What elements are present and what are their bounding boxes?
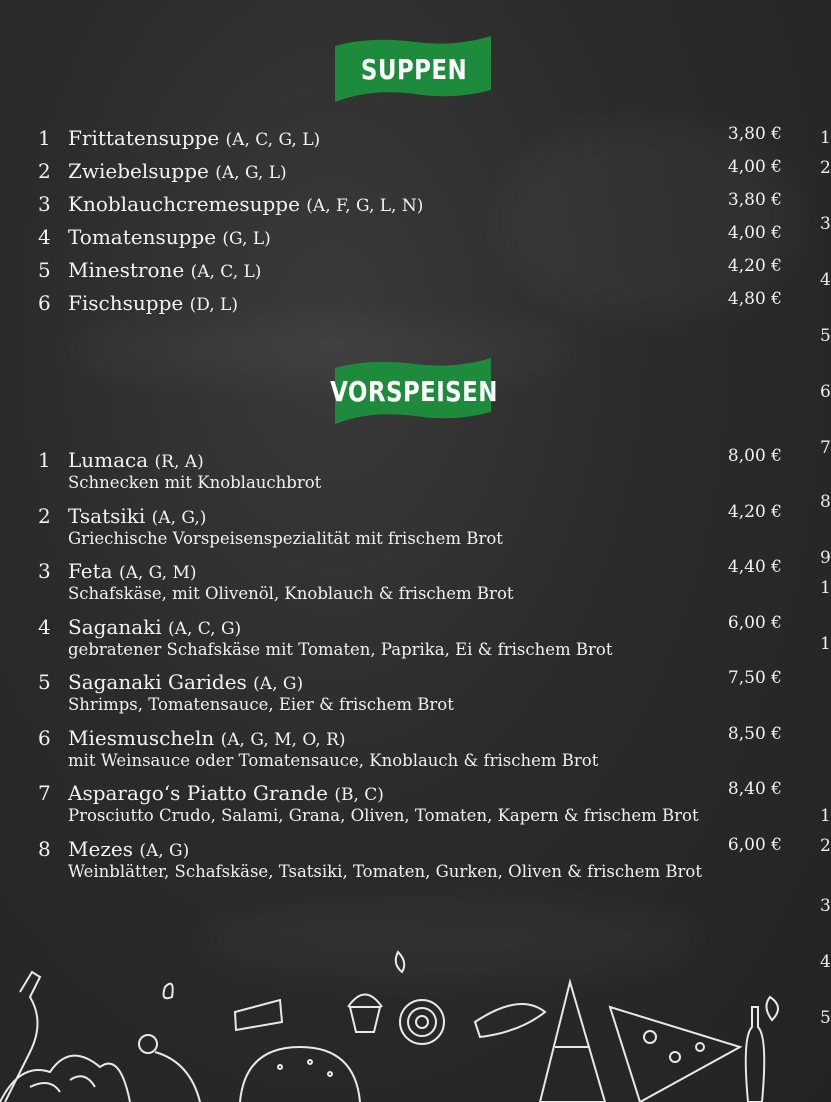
item-price: 6,00 € xyxy=(727,612,782,633)
item-number: 3 xyxy=(38,192,51,216)
item-price: 4,00 € xyxy=(727,157,782,177)
burger-icon xyxy=(240,1047,360,1102)
item-name: Saganaki xyxy=(68,614,162,639)
item-name-line xyxy=(68,615,241,639)
item-price: 3,80 € xyxy=(727,124,782,144)
item-description: Weinblätter, Schafskäse, Tsatsiki, Tomaten, Gurken, Oliven & frischem Brot xyxy=(68,861,702,881)
item-name-line xyxy=(68,258,261,282)
wine-bottle-icon xyxy=(5,972,40,1102)
item-number: 1 xyxy=(38,126,51,150)
item-allergens: (A, G,) xyxy=(151,507,207,528)
next-column-number: 1 xyxy=(820,128,831,148)
item-price: 7,50 € xyxy=(727,668,782,688)
item-price: 8,00 € xyxy=(727,446,782,466)
salad-leaves-icon xyxy=(0,1056,130,1102)
item-allergens: (A, G, M, O, R) xyxy=(220,729,346,750)
item-number: 4 xyxy=(38,225,51,249)
cupcake-icon xyxy=(348,995,382,1033)
item-number: 6 xyxy=(38,291,51,315)
item-allergens: (A, G) xyxy=(253,674,304,694)
item-price: 4,20 € xyxy=(727,501,782,522)
item-number: 8 xyxy=(38,836,51,861)
item-name-line xyxy=(68,559,197,583)
item-description: Schnecken mit Knoblauchbrot xyxy=(68,473,322,492)
item-price: 3,80 € xyxy=(727,190,782,210)
item-name: Saganaki Garides xyxy=(68,670,247,694)
pizza-slice-icon xyxy=(610,1007,740,1102)
next-column-number: 4 xyxy=(820,270,831,290)
soups-list xyxy=(38,126,782,326)
item-name: Tsatsiki xyxy=(68,503,146,528)
item-price: 8,40 € xyxy=(727,779,782,799)
item-name-line xyxy=(68,670,303,694)
item-description: gebratener Schafskäse mit Tomaten, Paprika, Ei & frischem Brot xyxy=(68,639,613,659)
item-name: Knoblauchcremesuppe xyxy=(68,192,300,216)
next-column-number: 3 xyxy=(820,214,831,234)
next-column-number: 3 xyxy=(820,896,831,916)
item-number: 3 xyxy=(38,559,51,583)
item-name: Asparago‘s Piatto Grande xyxy=(68,781,328,805)
starters-banner xyxy=(331,356,497,426)
chicken-leg-icon xyxy=(139,1035,200,1102)
item-name: Lumaca xyxy=(68,448,149,472)
next-column-number: 5 xyxy=(820,326,831,346)
item-number: 2 xyxy=(38,159,51,183)
next-column-number: 9 xyxy=(820,548,831,568)
item-number: 2 xyxy=(38,503,51,528)
item-number: 4 xyxy=(38,614,51,639)
soups-banner xyxy=(331,34,497,104)
item-allergens: (A, C, L) xyxy=(190,262,262,282)
item-price: 4,80 € xyxy=(727,289,782,309)
next-column-number: 1 xyxy=(820,578,831,598)
next-column-number: 4 xyxy=(820,952,831,972)
next-column-number: 1 xyxy=(820,634,831,654)
item-description: mit Weinsauce oder Tomatensauce, Knoblauch & frischem Brot xyxy=(68,750,599,770)
onion-icon xyxy=(400,1000,444,1044)
next-column-number: 7 xyxy=(820,438,831,458)
item-name-line xyxy=(68,781,384,805)
herb-leaf-icon xyxy=(164,952,779,1020)
item-number: 5 xyxy=(38,670,51,694)
item-allergens: (A, G) xyxy=(139,840,190,861)
sandwich-icon xyxy=(540,982,605,1102)
item-allergens: (A, G, M) xyxy=(118,563,197,583)
item-name-line xyxy=(68,159,287,183)
next-column-number: 8 xyxy=(820,492,831,512)
item-number: 1 xyxy=(38,448,51,472)
starters-title: VORSPEISEN xyxy=(330,374,498,408)
item-price: 6,00 € xyxy=(727,834,782,855)
item-number: 6 xyxy=(38,725,51,750)
item-number: 7 xyxy=(38,781,51,805)
item-name: Minestrone xyxy=(68,258,185,282)
starters-list xyxy=(38,448,782,898)
item-allergens: (D, L) xyxy=(189,295,238,315)
next-column-number: 2 xyxy=(820,158,831,178)
item-name-line xyxy=(68,126,320,150)
item-name-line xyxy=(68,726,346,750)
item-price: 4,20 € xyxy=(727,256,782,276)
item-name-line xyxy=(68,291,238,315)
item-name: Frittatensuppe xyxy=(68,126,220,150)
next-column-number: 1 xyxy=(820,806,831,826)
item-description: Griechische Vorspeisenspezialität mit frischem Brot xyxy=(68,528,503,548)
item-allergens: (R, A) xyxy=(154,452,204,472)
item-description: Shrimps, Tomatensauce, Eier & frischem Brot xyxy=(68,695,454,714)
item-allergens: (A, C, G, L) xyxy=(225,130,321,150)
item-price: 4,00 € xyxy=(727,223,782,243)
item-name-line xyxy=(68,192,423,216)
next-column-number: 2 xyxy=(820,836,831,856)
item-name: Zwiebelsuppe xyxy=(68,159,209,183)
item-allergens: (A, C, G) xyxy=(168,618,242,639)
item-allergens: (A, G, L) xyxy=(215,163,287,183)
item-allergens: (G, L) xyxy=(222,229,271,249)
item-name-line xyxy=(68,225,271,249)
soups-title: SUPPEN xyxy=(360,52,468,86)
item-name: Tomatensuppe xyxy=(68,225,217,249)
item-name: Fischsuppe xyxy=(68,291,184,315)
next-column-number: 6 xyxy=(820,382,831,402)
cheese-icon xyxy=(235,1000,282,1030)
item-name-line xyxy=(68,837,189,861)
item-price: 4,40 € xyxy=(727,557,782,577)
item-allergens: (A, F, G, L, N) xyxy=(306,196,424,216)
item-name: Miesmuscheln xyxy=(68,725,215,750)
item-allergens: (B, C) xyxy=(334,785,384,805)
food-doodles-illustration xyxy=(0,952,828,1102)
item-number: 5 xyxy=(38,258,51,282)
item-name-line xyxy=(68,448,204,472)
small-bottle-icon xyxy=(746,1007,765,1102)
item-description: Schafskäse, mit Olivenöl, Knoblauch & frischem Brot xyxy=(68,584,514,603)
item-price: 8,50 € xyxy=(727,723,782,744)
item-description: Prosciutto Crudo, Salami, Grana, Oliven, Tomaten, Kapern & frischem Brot xyxy=(68,806,699,825)
next-column-number: 5 xyxy=(820,1008,831,1028)
item-name: Feta xyxy=(68,559,113,583)
sausage-icon xyxy=(475,1004,545,1037)
item-name-line xyxy=(68,504,206,528)
item-name: Mezes xyxy=(68,836,133,861)
